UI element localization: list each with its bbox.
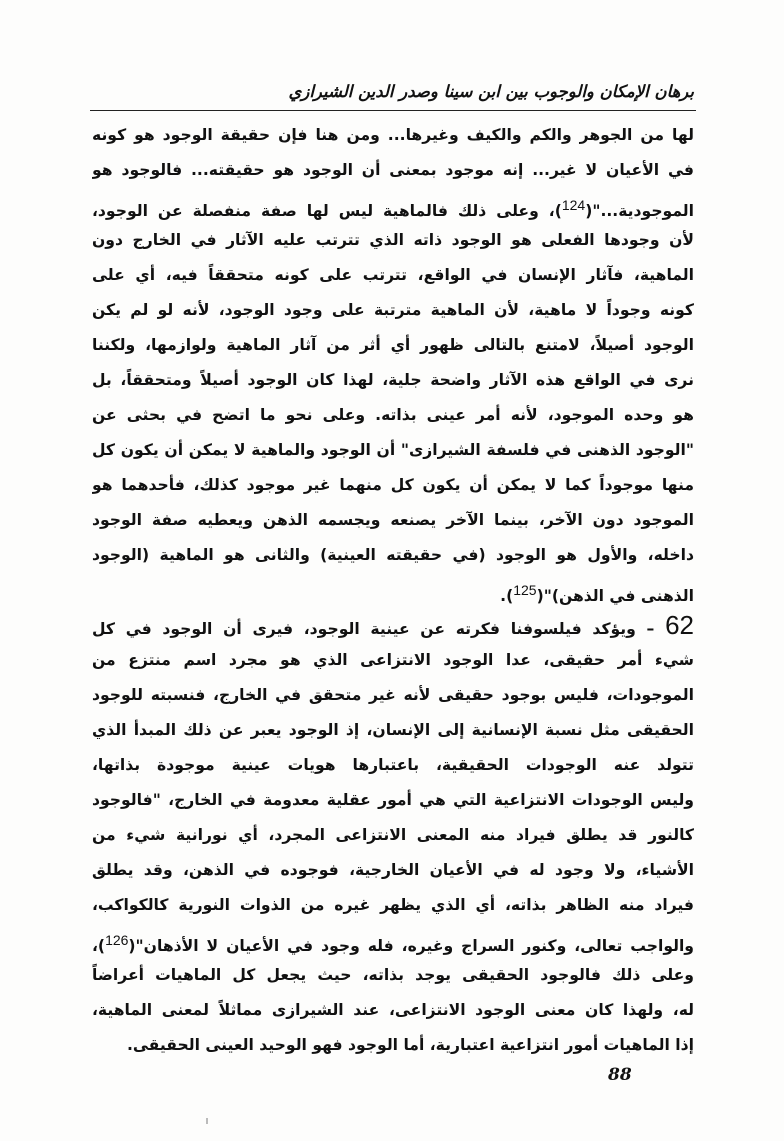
paragraph-1 <box>92 118 694 608</box>
footnote-ref: 125 <box>513 582 537 598</box>
text-line: هو وحده الموجود، لأنه أمر عينى بذاته. وعلى نحو ما اتضح في بحثى عن <box>92 406 694 424</box>
text-line: الموجود دون الآخر، بينما الآخر يصنعه ويجسمه الذهن ويعطيه صفة الوجود <box>92 511 694 529</box>
text-line: الأشياء، ولا وجود له في الأعيان الخارجية، فوجوده في الذهن، وقد يطلق <box>92 861 694 879</box>
text-line: الحقيقى مثل نسبة الإنسانية إلى الإنسان، إذ الوجود يعبر عن ذلك المبدأ الذي <box>92 721 694 739</box>
body-text <box>92 118 694 1063</box>
text-line: وليس الوجودات الانتزاعية التي هي أمور عقلية معدومة في الخارج، "فالوجود <box>92 791 694 809</box>
paragraph-2 <box>92 608 694 1063</box>
running-head: برهان الإمكان والوجوب بين ابن سينا وصدر الدين الشيرازي <box>288 82 694 101</box>
text-line: الوجود أصيلاً، لامتنع بالتالى ظهور أي أثر من آثار الماهية ولوازمها، ولكننا <box>92 336 694 354</box>
text-line: داخله، والأول هو الوجود (في حقيقته العينية) والثانى هو الماهية (الوجود <box>92 546 694 564</box>
page-number: 88 <box>608 1065 632 1085</box>
text-line: الذهنى في الذهن)"(125). <box>500 582 694 605</box>
text-line: شيء أمر حقيقى، عدا الوجود الانتزاعى الذي هو مجرد اسم منتزع من <box>92 651 694 669</box>
text-line: تتولد عنه الوجودات الحقيقية، باعتبارها هويات عينية موجودة بذاتها، <box>92 756 694 774</box>
header-rule <box>90 110 696 111</box>
text-line: كالنور قد يطلق فيراد منه المعنى الانتزاعى المجرد، أي نورانية شيء من <box>92 826 694 844</box>
scan-mark <box>206 1118 208 1124</box>
text-line: كونه وجوداً لا ماهية، لأن الماهية مترتبة على وجود الوجود، لأنه لو لم يكن <box>92 301 694 319</box>
footnote-ref: 126 <box>105 932 129 948</box>
text-line: الموجودية..."(124)، وعلى ذلك فالماهية ليس لها صفة منفصلة عن الوجود، <box>92 197 694 220</box>
footnote-ref: 124 <box>561 197 586 213</box>
text-line: الماهية، فآثار الإنسان في الواقع، تترتب على كونه متحققاً فيه، أي على <box>92 266 694 284</box>
text-line: 62 – ويؤكد فيلسوفنا فكرته عن عينية الوجود، فيرى أن الوجود في كل <box>92 610 694 640</box>
text-line: في الأعيان لا غير... إنه موجود بمعنى أن الوجود هو حقيقته... فالوجود هو <box>92 161 694 179</box>
text-line: والواجب تعالى، وكنور السراج وغيره، فله وجود في الأعيان لا الأذهان"(126)، <box>92 932 694 955</box>
text-line: نرى في الواقع هذه الآثار واضحة جلية، لهذا كان الوجود أصيلاً ومتحققاً، بل <box>92 371 694 389</box>
text-line: فيراد منه الظاهر بذاته، أي الذي يظهر غيره من الذوات النورية كالكواكب، <box>92 896 694 914</box>
text-line: لها من الجوهر والكم والكيف وغيرها... ومن هنا فإن حقيقة الوجود هو كونه <box>92 126 694 144</box>
text-line: وعلى ذلك فالوجود الحقيقى يوجد بذاته، حيث يجعل كل الماهيات أعراضاً <box>92 966 694 984</box>
text-line: "الوجود الذهنى في فلسفة الشيرازى" أن الوجود والماهية لا يمكن أن يكون كل <box>92 441 694 459</box>
text-line: إذا الماهيات أمور انتزاعية اعتبارية، أما الوجود فهو الوحيد العينى الحقيقى. <box>126 1036 694 1054</box>
paragraph-number: 62 <box>665 610 694 640</box>
text-line: الموجودات، فليس بوجود حقيقى لأنه غير متحقق في الخارج، فنسبته للوجود <box>92 686 694 704</box>
text-line: لأن وجودها الفعلى هو الوجود ذاته الذي تترتب عليه الآثار في الخارج دون <box>92 231 694 249</box>
text-line: له، ولهذا كان معنى الوجود الانتزاعى، عند الشيرازى مماثلاً لمعنى الماهية، <box>92 1001 694 1019</box>
text-line: منها موجوداً كما لا يمكن أن يكون كل منهما غير موجود كذلك، فأحدهما هو <box>92 476 694 494</box>
